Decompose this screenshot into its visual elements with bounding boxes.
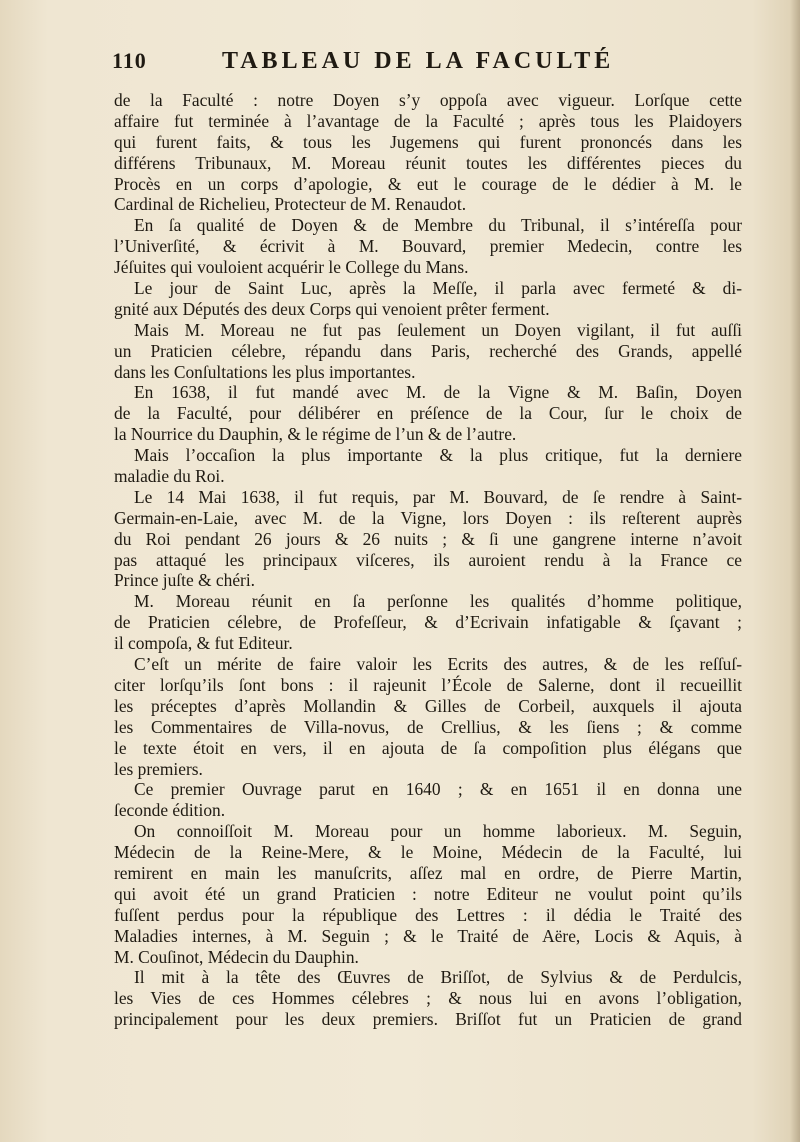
text-line: différens Tribunaux, M. Moreau réunit toutes les différentes pieces du [114,152,742,173]
text-line: dans les Conſultations les plus importantes. [114,361,416,382]
text-line: Mais M. Moreau ne fut pas ſeulement un Doyen vigilant, il fut auſſi [134,319,742,340]
body-text [114,90,742,1030]
text-line: En 1638, il fut mandé avec M. de la Vigne & M. Baſin, Doyen [134,382,742,403]
text-line: Ce premier Ouvrage parut en 1640 ; & en 1651 il en donna une [134,779,742,800]
text-line: Germain-en-Laie, avec M. de la Vigne, lors Doyen : ils reſterent auprès [114,507,742,528]
text-line: citer lorſqu’ils ſont bons : il rajeunit l’École de Salerne, dont il recueillit [114,674,742,695]
text-line: qui avoit été un grand Praticien : notre Editeur ne voulut point qu’ils [114,883,742,904]
text-line: qui furent faits, & tous les Jugemens qui furent prononcés dans les [114,131,742,152]
text-line: principalement pour les deux premiers. Briſſot fut un Praticien de grand [114,1009,742,1030]
text-line: M. Moreau réunit en ſa perſonne les qualités d’homme politique, [134,591,742,612]
text-line: un Praticien célebre, répandu dans Paris, recherché des Grands, appellé [114,340,742,361]
text-line: Cardinal de Richelieu, Protecteur de M. Renaudot. [114,194,467,215]
text-line: C’eſt un mérite de faire valoir les Ecrits des autres, & de les reſſuſ- [134,654,742,675]
text-line: Mais l’occaſion la plus importante & la plus critique, fut la derniere [134,445,742,466]
text-line: Le jour de Saint Luc, après la Meſſe, il parla avec fermeté & di- [134,278,742,299]
text-line: l’Univerſité, & écrivit à M. Bouvard, premier Medecin, contre les [114,236,742,257]
text-line: En ſa qualité de Doyen & de Membre du Tribunal, il s’intéreſſa pour [134,215,742,236]
text-line: fuſſent perdus pour la république des Lettres : il dédia le Traité des [114,904,742,925]
text-line: Maladies internes, à M. Seguin ; & le Traité de Aëre, Locis & Aquis, à [114,925,742,946]
text-line: affaire fut terminée à l’avantage de la Faculté ; après tous les Plaidoyers [114,110,742,131]
text-line: les Commentaires de Villa-novus, de Crellius, & les ſiens ; & comme [114,716,742,737]
text-line: les premiers. [114,758,203,779]
text-line: le texte étoit en vers, il en ajouta de ſa compoſition plus élégans que [114,737,742,758]
text-line: M. Couſinot, Médecin du Dauphin. [114,946,359,967]
page-header [112,48,632,84]
text-line: Jéſuites qui vouloient acquérir le College du Mans. [114,257,469,278]
text-line: Prince juſte & chéri. [114,570,256,591]
page-number: 110 [112,48,147,73]
text-line: les Vies de ces Hommes célebres ; & nous lui en avons l’obligation, [114,988,742,1009]
text-line: remirent en main les manuſcrits, aſſez mal en ordre, de Pierre Martin, [114,862,742,883]
text-line: ſeconde édition. [114,800,226,821]
text-line: Procès en un corps d’apologie, & eut le courage de le dédier à M. le [114,173,742,194]
page-edge-shadow [790,0,800,1142]
text-line: gnité aux Députés des deux Corps qui venoient prêter ferment. [114,298,550,319]
text-line: Médecin de la Reine-Mere, & le Moine, Médecin de la Faculté, lui [114,842,742,863]
text-line: les préceptes d’après Mollandin & Gilles de Corbeil, auxquels il ajouta [114,695,742,716]
text-line: de la Faculté : notre Doyen s’y oppoſa avec vigueur. Lorſque cette [114,90,742,110]
text-line: il compoſa, & fut Editeur. [114,633,293,654]
text-line: la Nourrice du Dauphin, & le régime de l’un & de l’autre. [114,424,517,445]
text-line: Le 14 Mai 1638, il fut requis, par M. Bouvard, de ſe rendre à Saint- [134,486,742,507]
text-line: de la Faculté, pour délibérer en préſence de la Cour, ſur le choix de [114,403,742,424]
text-line: maladie du Roi. [114,466,225,487]
text-line: de Praticien célebre, de Profeſſeur, & d’Ecrivain infatigable & ſçavant ; [114,612,742,633]
text-line: On connoiſſoit M. Moreau pour un homme laborieux. M. Seguin, [134,821,742,842]
text-line: pas attaqué les principaux viſceres, ils auroient rendu à la France ce [114,549,742,570]
running-title: TABLEAU DE LA FACULTÉ [222,48,615,74]
text-line: Il mit à la tête des Œuvres de Briſſot, de Sylvius & de Perdulcis, [134,967,742,988]
text-line: du Roi pendant 26 jours & 26 nuits ; & ſi une gangrene interne n’avoit [114,528,742,549]
